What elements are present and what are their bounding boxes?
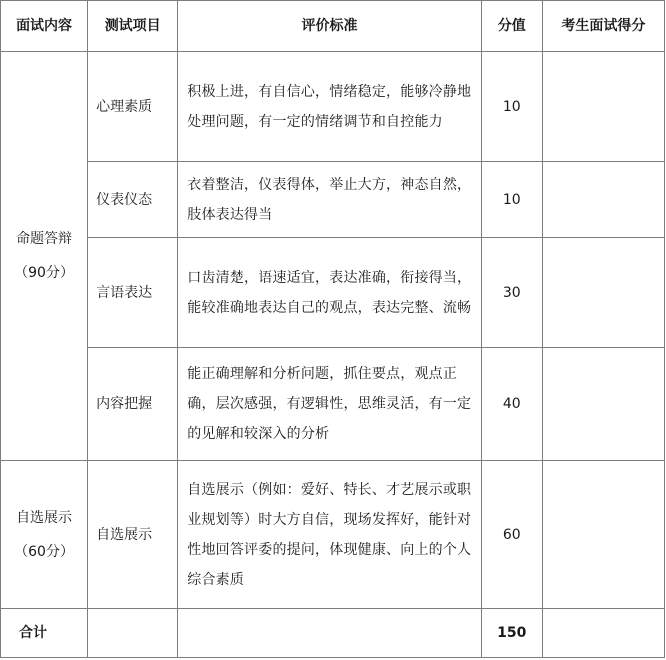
score-value: 60 <box>481 461 542 609</box>
candidate-score-cell[interactable] <box>542 238 664 348</box>
table-row <box>1 461 665 609</box>
category-name: 自选展示 <box>16 509 73 526</box>
category-name: 命题答辩 <box>16 231 73 247</box>
header-cell: 测试项目 <box>88 1 178 52</box>
total-label: 合计 <box>1 609 88 658</box>
candidate-score-cell[interactable] <box>542 52 664 162</box>
table-row <box>1 238 665 348</box>
score-value: 40 <box>481 348 542 461</box>
category-cell <box>1 461 88 609</box>
empty-cell <box>178 609 481 658</box>
header-cell: 分值 <box>481 1 542 52</box>
criteria-text: 衣着整洁，仪表得体，举止大方，神态自然，肢体表达得当 <box>178 162 481 238</box>
score-value: 10 <box>481 162 542 238</box>
category-points: （60分） <box>14 543 74 560</box>
header-row <box>1 1 665 52</box>
table-row <box>1 162 665 238</box>
total-row <box>1 609 665 658</box>
criteria-text: 自选展示（例如：爱好、特长、才艺展示或职业规划等）时大方自信，现场发挥好，能针对性地回答评委的提问，体现健康、向上的个人综合素质 <box>178 461 481 609</box>
item-name: 心理素质 <box>88 52 178 162</box>
item-name: 言语表达 <box>88 238 178 348</box>
candidate-score-cell[interactable] <box>542 461 664 609</box>
item-name: 自选展示 <box>88 461 178 609</box>
item-name: 内容把握 <box>88 348 178 461</box>
candidate-score-cell[interactable] <box>542 162 664 238</box>
header-cell: 考生面试得分 <box>542 1 664 52</box>
empty-cell <box>88 609 178 658</box>
category-cell <box>1 52 88 461</box>
criteria-text: 积极上进，有自信心，情绪稳定，能够冷静地处理问题，有一定的情绪调节和自控能力 <box>178 52 481 162</box>
item-name: 仪表仪态 <box>88 162 178 238</box>
table-row <box>1 348 665 461</box>
header-cell: 面试内容 <box>1 1 88 52</box>
candidate-total-cell[interactable] <box>542 609 664 658</box>
criteria-text: 能正确理解和分析问题，抓住要点，观点正确，层次感强，有逻辑性，思维灵活，有一定的见解和较深入的分析 <box>178 348 481 461</box>
candidate-score-cell[interactable] <box>542 348 664 461</box>
header-cell: 评价标准 <box>178 1 481 52</box>
score-value: 10 <box>481 52 542 162</box>
total-score: 150 <box>481 609 542 658</box>
table-row <box>1 52 665 162</box>
category-points: （90分） <box>14 265 74 281</box>
criteria-text: 口齿清楚，语速适宜，表达准确，衔接得当，能较准确地表达自己的观点，表达完整、流畅 <box>178 238 481 348</box>
score-value: 30 <box>481 238 542 348</box>
